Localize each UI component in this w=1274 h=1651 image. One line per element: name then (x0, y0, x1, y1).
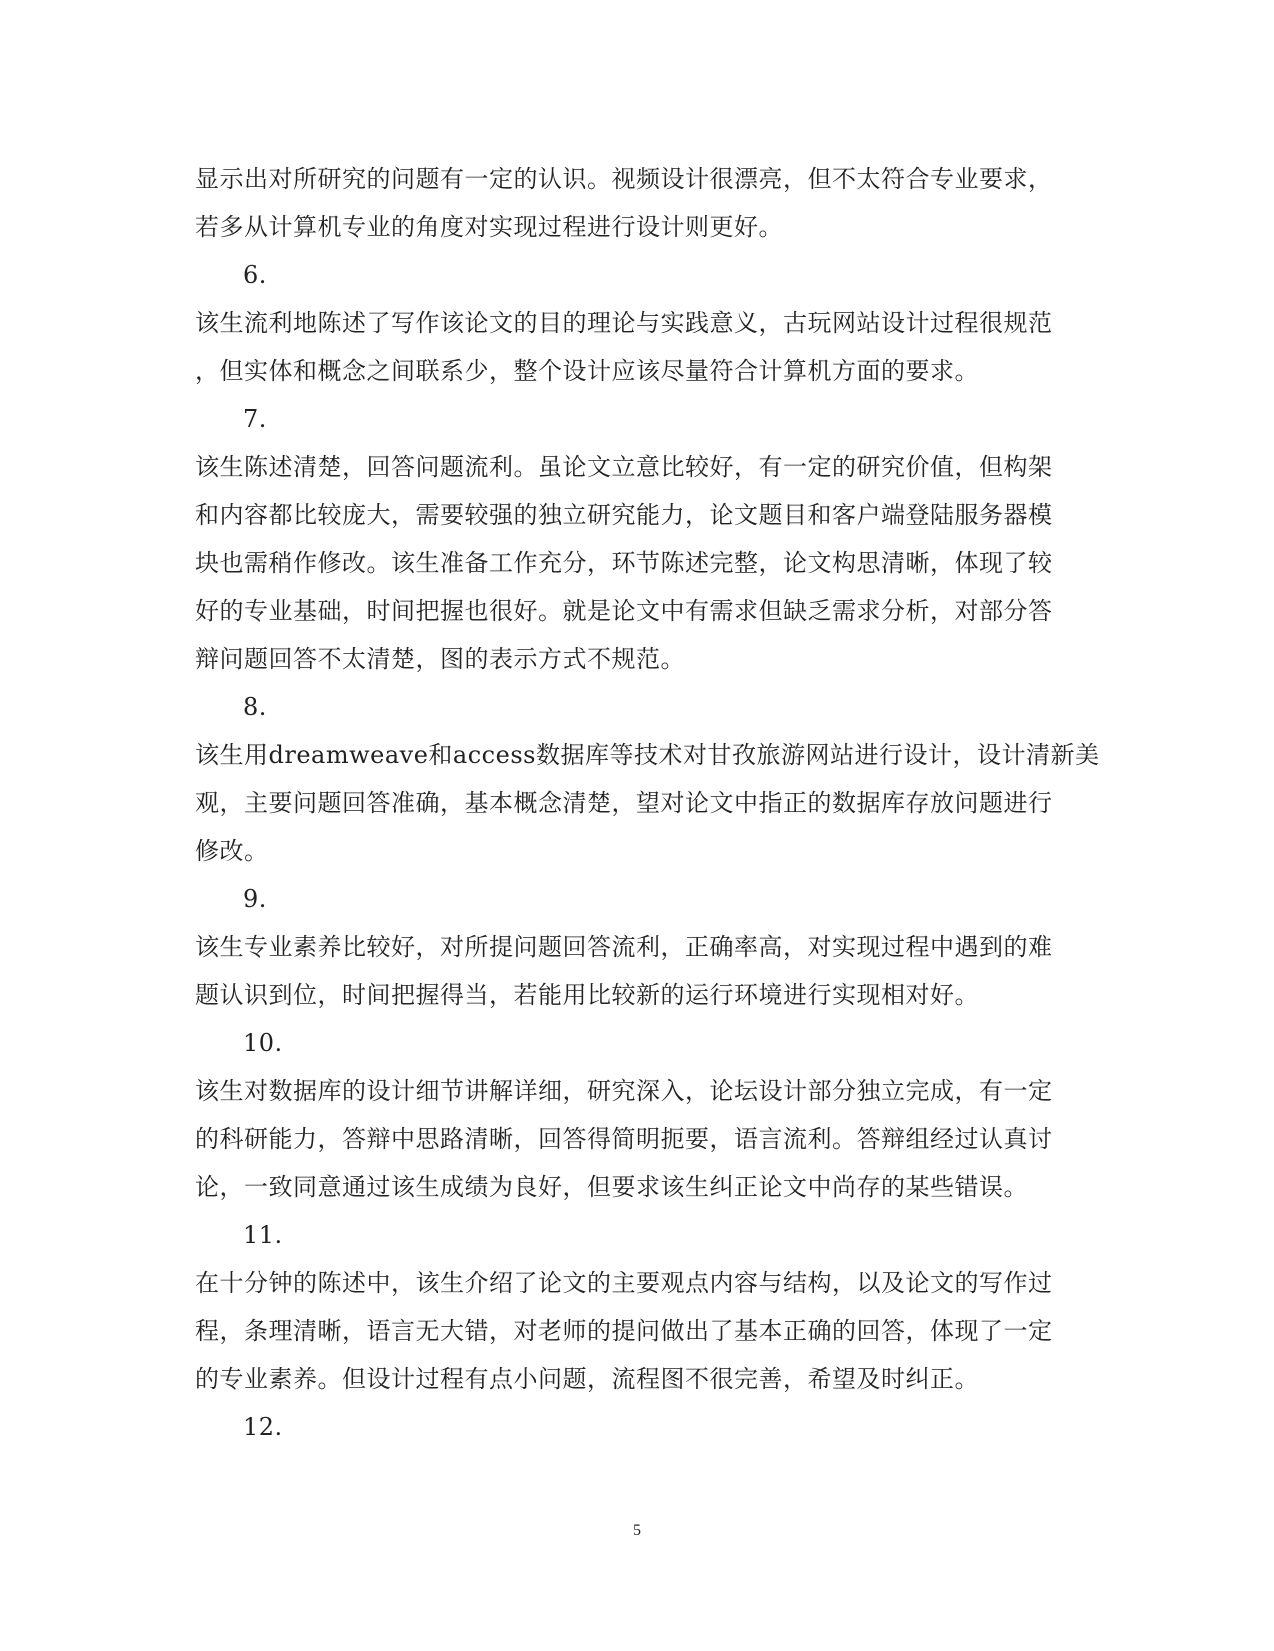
paragraph-line: 该生用dreamweave和access数据库等技术对甘孜旅游网站进行设计，设计清新美 (195, 741, 1100, 769)
paragraph-line: ，但实体和概念之间联系少，整个设计应该尽量符合计算机方面的要求。 (195, 357, 979, 385)
item-number: 12. (243, 1413, 283, 1441)
paragraph-line: 观，主要问题回答准确，基本概念清楚，望对论文中指正的数据库存放问题进行 (195, 789, 1053, 817)
paragraph-line: 块也需稍作修改。该生准备工作充分，环节陈述完整，论文构思清晰，体现了较 (195, 549, 1053, 577)
item-number: 6. (243, 261, 267, 289)
paragraph-line: 在十分钟的陈述中，该生介绍了论文的主要观点内容与结构，以及论文的写作过 (195, 1269, 1053, 1297)
paragraph-line: 程，条理清晰，语言无大错，对老师的提问做出了基本正确的回答，体现了一定 (195, 1317, 1053, 1345)
page-number: 5 (633, 1522, 641, 1539)
paragraph-line: 该生专业素养比较好，对所提问题回答流利，正确率高，对实现过程中遇到的难 (195, 933, 1053, 961)
paragraph-line: 的专业素养。但设计过程有点小问题，流程图不很完善，希望及时纠正。 (195, 1365, 979, 1393)
paragraph-line: 好的专业基础，时间把握也很好。就是论文中有需求但缺乏需求分析，对部分答 (195, 597, 1053, 625)
paragraph-line: 修改。 (195, 837, 269, 865)
item-number: 11. (243, 1221, 283, 1249)
paragraph-line: 该生陈述清楚，回答问题流利。虽论文立意比较好，有一定的研究价值，但构架 (195, 453, 1053, 481)
paragraph-line: 若多从计算机专业的角度对实现过程进行设计则更好。 (195, 213, 783, 241)
paragraph-line: 辩问题回答不太清楚，图的表示方式不规范。 (195, 645, 685, 673)
paragraph-line: 该生对数据库的设计细节讲解详细，研究深入，论坛设计部分独立完成，有一定 (195, 1077, 1053, 1105)
document-body (195, 155, 1100, 1451)
item-number: 9. (243, 885, 267, 913)
paragraph-line: 显示出对所研究的问题有一定的认识。视频设计很漂亮，但不太符合专业要求， (195, 165, 1053, 193)
paragraph-line: 的科研能力，答辩中思路清晰，回答得简明扼要，语言流利。答辩组经过认真讨 (195, 1125, 1053, 1153)
item-number: 10. (243, 1029, 283, 1057)
paragraph-line: 论，一致同意通过该生成绩为良好，但要求该生纠正论文中尚存的某些错误。 (195, 1173, 1028, 1201)
item-number: 7. (243, 405, 267, 433)
paragraph-line: 该生流利地陈述了写作该论文的目的理论与实践意义，古玩网站设计过程很规范 (195, 309, 1053, 337)
paragraph-line: 和内容都比较庞大，需要较强的独立研究能力，论文题目和客户端登陆服务器模 (195, 501, 1053, 529)
item-number: 8. (243, 693, 267, 721)
paragraph-line: 题认识到位，时间把握得当，若能用比较新的运行环境进行实现相对好。 (195, 981, 979, 1009)
